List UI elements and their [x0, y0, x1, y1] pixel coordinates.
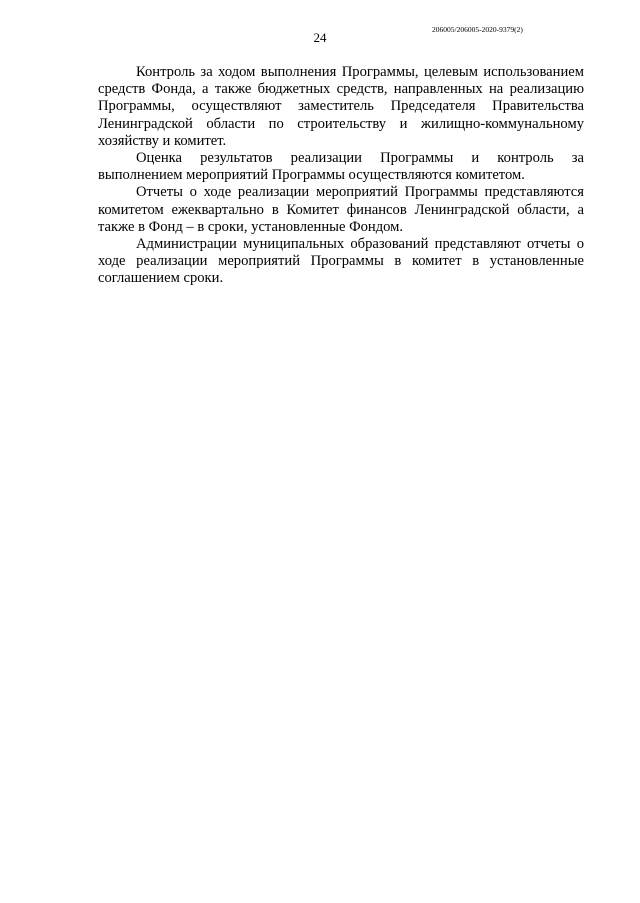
- paragraph-evaluation: Оценка результатов реализации Программы и контроль за выполнением мероприятий Программы осуществляются комитетом.: [98, 150, 584, 184]
- document-code: 206005/206005-2020-9379(2): [432, 25, 523, 34]
- page-number: 24: [313, 30, 327, 45]
- document-body: [98, 64, 584, 288]
- paragraph-municipal-reports: Администрации муниципальных образований представляют отчеты о ходе реализации мероприятий Программы в комитет в установленные соглашением сроки.: [98, 236, 584, 287]
- paragraph-reports: Отчеты о ходе реализации мероприятий Программы представляются комитетом ежеквартально в Комитет финансов Ленинградской области, а также в Фонд – в сроки, установленные Фондом.: [98, 184, 584, 235]
- paragraph-control: Контроль за ходом выполнения Программы, целевым использованием средств Фонда, а также бюджетных средств, направленных на реализацию Программы, осуществляют заместитель Председателя Правительства Ленинградской области по строительству и жилищно-коммунальному хозяйству и комитет.: [98, 64, 584, 149]
